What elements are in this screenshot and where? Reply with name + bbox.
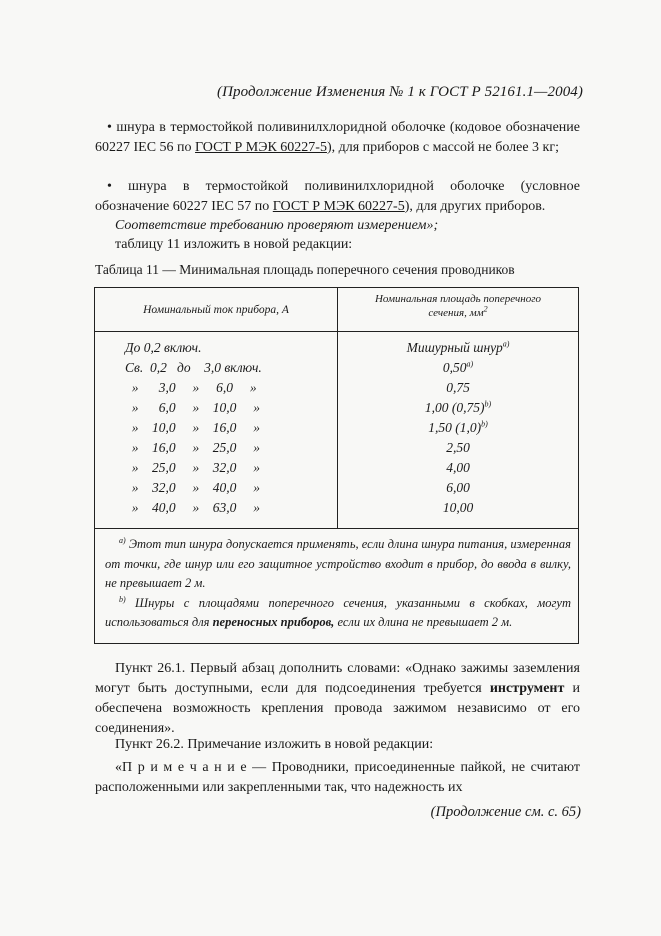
- bullet-paragraph-2: [95, 177, 580, 217]
- note-label-spaced: «П р и м е ч а н и е: [115, 760, 247, 775]
- table-row: [95, 400, 578, 420]
- note-b: $^{b)}$ Шнуры с площадями поперечного сечения, указанными в скобках, могут использоваться для переносных приборов, если их длина не превышает 2 м.: [105, 594, 571, 629]
- row-area: 4,00: [446, 460, 470, 475]
- table-row: [95, 500, 578, 520]
- row-area: 0,75: [446, 380, 470, 395]
- footnote-mark: a): [502, 339, 510, 349]
- row-area: Мишурный шнур$^{a)}$: [406, 339, 510, 355]
- row-current: » 40,0 » 63,0 »: [125, 500, 260, 515]
- row-area: 0,50$^{a)}$: [442, 359, 474, 375]
- bold-word-instrument: инструмент: [489, 681, 565, 696]
- table-caption: Таблица 11 — Минимальная площадь поперечного сечения проводников: [95, 262, 515, 277]
- footnote-mark: b): [481, 419, 488, 429]
- row-current: » 3,0 » 6,0 »: [125, 380, 257, 395]
- superscript: 2: [483, 304, 488, 314]
- footnote-mark: b): [119, 594, 126, 604]
- page-footer: (Продолжение см. с. 65): [430, 804, 581, 820]
- bullet-1-text-end: ), для приборов с массой не более 3 кг;: [326, 140, 559, 155]
- footnote-mark: a): [119, 535, 126, 545]
- table-body: [95, 340, 578, 520]
- notes-divider: [95, 528, 578, 529]
- bullet-paragraph-1: [95, 118, 580, 158]
- table-notes: [105, 535, 571, 633]
- column-header-area-line1: Номинальная площадь поперечного: [374, 293, 542, 305]
- row-area: 1,00 $(0,75)^{b)}$: [424, 399, 492, 415]
- column-header-current: Номинальный ток прибора, А: [143, 303, 289, 316]
- row-current: » 32,0 » 40,0 »: [125, 480, 260, 495]
- table-intro-text: таблицу 11 изложить в новой редакции:: [115, 237, 353, 252]
- gost-reference-link[interactable]: ГОСТ Р МЭК 60227-5: [272, 199, 405, 214]
- paragraph-26-1: Пункт 26.1. Первый абзац дополнить словами: «Однако зажимы заземления могут быть доступными, если для подсоединения требуется инструмент и обеспечена возможность крепления провода зажимом независимо от его соединения».: [95, 661, 580, 736]
- table-row: [95, 420, 578, 440]
- note-b-bold: переносных приборов,: [212, 615, 335, 629]
- footnote-mark: a): [466, 359, 474, 369]
- row-area: 2,50: [446, 440, 470, 455]
- row-current: » 25,0 » 32,0 »: [125, 460, 260, 475]
- bullet-1-text: • шнура в термостойкой поливинилхлоридной оболочке (кодовое обозначение 60227 IEC 56 по: [95, 120, 580, 155]
- row-current: Св. 0,2 до 3,0 включ.: [125, 360, 262, 375]
- row-area: 10,00: [442, 500, 474, 515]
- note-a: $^{a)}$ Этот тип шнура допускается применять, если длина шнура питания, измеренная от точки, где шнур или его защитное устройство входит в прибор, до ввода в вилку, не превышает 2 м.: [105, 535, 571, 590]
- row-current: » 16,0 » 25,0 »: [125, 440, 260, 455]
- row-current: » 10,0 » 16,0 »: [125, 420, 260, 435]
- row-area: 1,50 $(1,0)^{b)}$: [428, 419, 488, 435]
- row-current: » 6,0 » 10,0 »: [125, 400, 260, 415]
- table-row: [95, 360, 578, 380]
- table-row: [95, 440, 578, 460]
- note-paragraph: «П р и м е ч а н и е — Проводники, присоединенные пайкой, не считают расположенными или закрепленными так, что надежность их: [95, 760, 581, 795]
- table-row: [95, 340, 578, 360]
- row-current: До 0,2 включ.: [125, 340, 202, 355]
- table-row: [95, 480, 578, 500]
- compliance-text: Соответствие требованию проверяют измерением»;: [115, 218, 439, 233]
- conductor-table: [94, 287, 579, 644]
- row-area: 6,00: [446, 480, 470, 495]
- column-header-area: [338, 292, 578, 330]
- paragraph-26-2: Пункт 26.2. Примечание изложить в новой редакции:: [115, 737, 434, 752]
- footnote-mark: b): [484, 399, 492, 409]
- page-header: (Продолжение Изменения № 1 к ГОСТ Р 52161.1—2004): [216, 84, 583, 100]
- gost-reference-link[interactable]: ГОСТ Р МЭК 60227-5: [195, 140, 327, 155]
- column-header-area-line2: сечения, $мм^2$: [428, 304, 488, 319]
- bullet-2-text: • шнура в термостойкой поливинилхлоридной оболочке (условное обозначение 60227 IEC 57 по: [95, 179, 580, 214]
- table-row: [95, 460, 578, 480]
- table-row: [95, 380, 578, 400]
- bullet-2-text-end: ), для других приборов.: [404, 199, 546, 214]
